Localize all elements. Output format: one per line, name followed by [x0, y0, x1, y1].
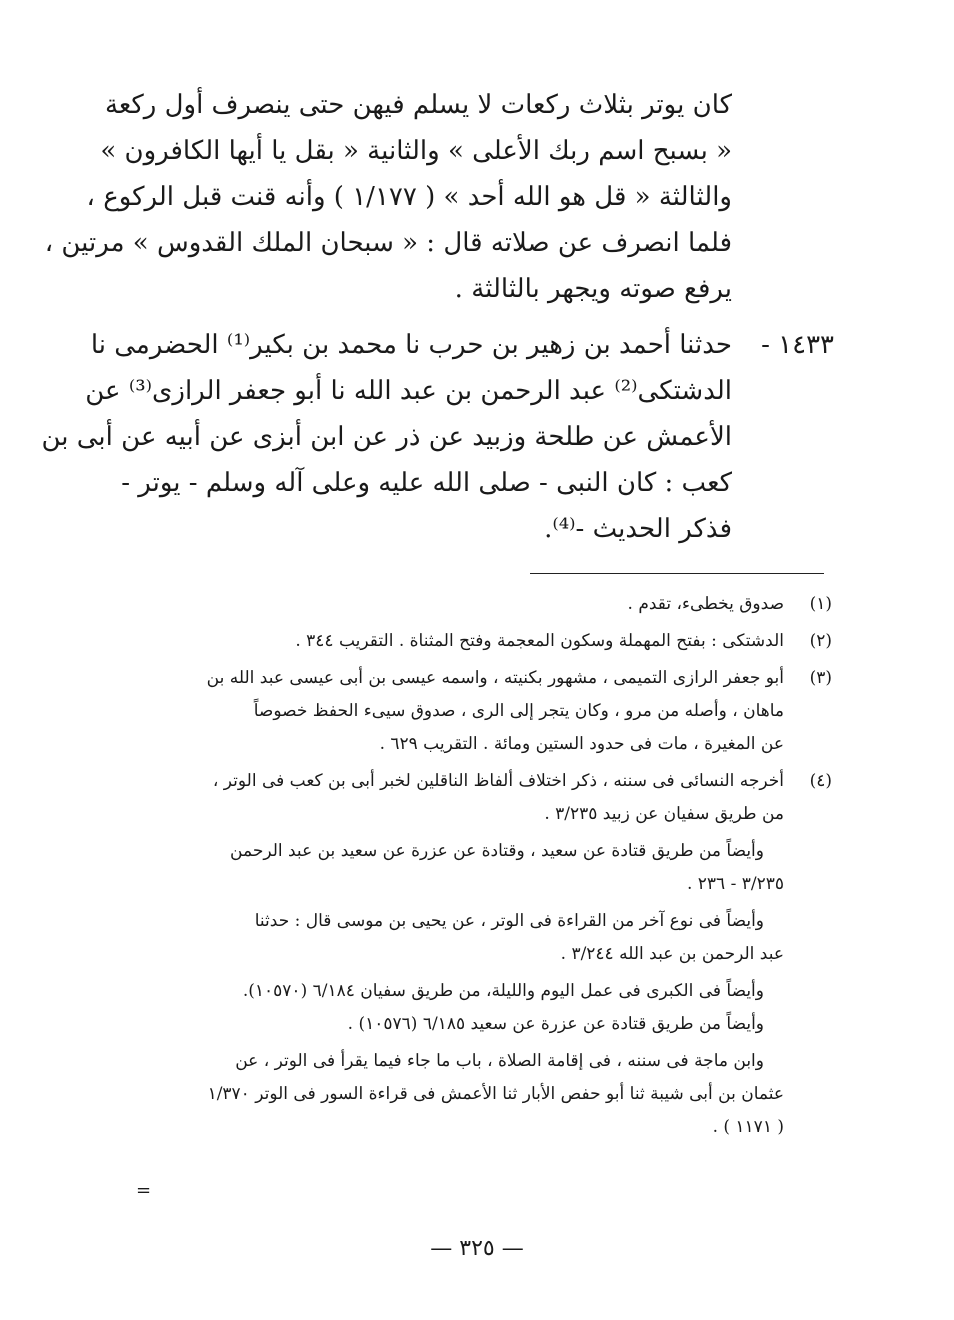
- footnote-continuation: [130, 905, 832, 971]
- footnote-line: الدشتكى : بفتح المهملة وسكون المعجمة وفتح المثناة . التقريب ٣٤٤ .: [295, 631, 784, 651]
- text-line: كعب : كان النبى - صلى الله عليه وعلى آله وسلم - يوتر -: [121, 468, 732, 498]
- footnote-line: صدوق يخطىء، تقدم .: [627, 594, 784, 614]
- footnote-number: (١): [809, 594, 832, 614]
- footnote-line: عن المغيرة ، مات فى حدود الستين ومائة . التقريب ٦٢٩ .: [379, 734, 784, 754]
- footnote-continuation: [130, 1045, 832, 1144]
- text-line: الأعمش عن طلحة وزبيد عن ذر عن ابن أبزى عن أبيه عن أبى بن: [41, 422, 732, 452]
- footnote-line: وأيضاً من طريق قتادة عن عزرة عن سعيد ٦/١٨٥ (١٠٥٧٦) .: [347, 1014, 764, 1034]
- footnote-line: أخرجه النسائى فى سننه ، ذكر اختلاف ألفاظ الناقلين لخبر أبى بن كعب فى الوتر ،: [212, 771, 784, 791]
- footnote-line: وأيضاً من طريق قتادة عن سعيد ، وقتادة عن عزرة عن سعيد بن عبد الرحمن: [230, 841, 764, 861]
- footnote-number: (٤): [809, 771, 832, 791]
- footnote-line: عبد الرحمن بن عبد الله ٣/٢٤٤ .: [560, 944, 784, 964]
- text-line: كان يوتر بثلاث ركعات لا يسلم فيهن حتى ينصرف أول ركعة: [104, 90, 732, 120]
- footnote-line: عثمان بن أبى شيبة ثنا أبو حفص الأبار ثنا الأعمش فى قراءة السور فى الوتر ١/٣٧٠: [207, 1084, 784, 1104]
- footnote: [130, 625, 832, 658]
- footnote-number: (٢): [809, 631, 832, 651]
- footnote-line: ( ١١٧١ ) .: [712, 1117, 784, 1137]
- footnote-line: من طريق سفيان عن زبيد ٣/٢٣٥ .: [544, 804, 784, 824]
- text-line: « بسبح اسم ربك الأعلى » والثانية « بقل يا أيها الكافرون »: [100, 136, 732, 166]
- footnote-line: وابن ماجة فى سننه ، فى إقامة الصلاة ، باب ما جاء فيما يقرأ فى الوتر ، عن: [235, 1051, 764, 1071]
- footnotes: [130, 588, 832, 1148]
- hadith-text: [41, 322, 732, 552]
- footnote-continuation: [130, 835, 832, 901]
- text-line: فذكر الحديث -⁽⁴⁾.: [544, 514, 732, 544]
- footnote: [130, 662, 832, 761]
- hadith-number: ١٤٣٣ -: [761, 330, 834, 360]
- text-line: الدشتكى⁽²⁾ عبد الرحمن بن عبد الله نا أبو جعفر الرازى⁽³⁾ عن: [85, 376, 732, 406]
- footnote: [130, 588, 832, 621]
- footnote-continuation: [130, 975, 832, 1041]
- footnote-line: ٣/٢٣٥ - ٢٣٦ .: [686, 874, 784, 894]
- footnote-line: وأيضاً فى نوع آخر من القراءة فى الوتر ، عن يحيى بن موسى قال : حدثنا: [254, 911, 764, 931]
- text-line: فلما انصرف عن صلاته قال : « سبحان الملك القدوس » مرتين ،: [44, 228, 732, 258]
- footnote-line: ماهان ، وأصله من مرو ، وكان يتجر إلى الرى ، صدوق سيىء الحفظ خصوصاً: [253, 701, 784, 721]
- footnote-separator: [530, 573, 824, 574]
- footnote-line: وأيضاً فى الكبرى فى عمل اليوم والليلة، من طريق سفيان ٦/١٨٤ (١٠٥٧٠).: [242, 981, 764, 1001]
- footnote-line: أبو جعفر الرازى التميمى ، مشهور بكنيته ، واسمه عيسى بن أبى عيسى عبد الله بن: [206, 668, 784, 688]
- text-line: يرفع صوته ويجهر بالثالثة .: [454, 274, 732, 304]
- continuation-mark: =: [136, 1180, 152, 1201]
- footnote: [130, 765, 832, 831]
- page-number: — ٣٢٥ —: [430, 1236, 524, 1261]
- text-line: والثالثة « قل هو الله أحد » ( ١/١٧٧ ) وأنه قنت قبل الركوع ،: [86, 182, 732, 212]
- main-text: [44, 82, 732, 312]
- footnote-number: (٣): [809, 668, 832, 688]
- text-line: حدثنا أحمد بن زهير بن حرب نا محمد بن بكير⁽¹⁾ الحضرمى نا: [90, 330, 732, 360]
